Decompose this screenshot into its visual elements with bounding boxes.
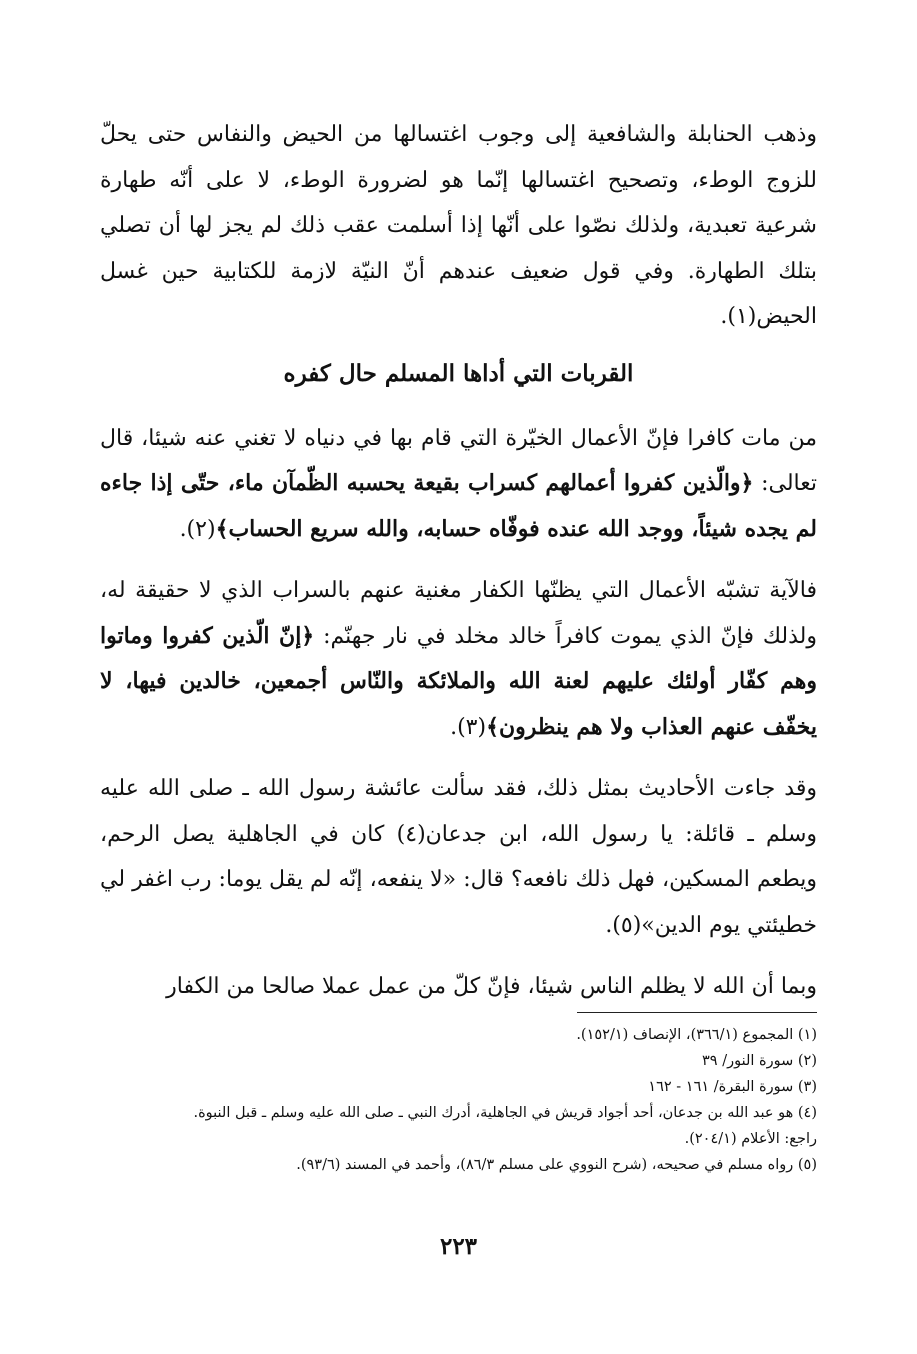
footnote-separator [577, 1012, 817, 1013]
paragraph-mirage-analogy [100, 568, 817, 750]
footnote-1: (١) المجموع (٣٦٦/١)، الإنصاف (١٥٢/١). [576, 1027, 817, 1043]
paragraph-purity-ruling: وذهب الحنابلة والشافعية إلى وجوب اغتسالها من الحيض والنفاس حتى يحلّ للزوج الوطء، وتصحيح اغتسالها إنّما هو لضرورة الوطء، لا على أنّه طهارة شرعية تعبدية، ولذلك نصّوا على أنّها إذا أسلمت عقب ذلك لم يجز لها أن تصلي بتلك الطهارة. وفي قول ضعيف عندهم أنّ النيّة لازمة للكتابية حين غسل الحيض(١). [100, 122, 817, 329]
main-text [100, 112, 817, 1026]
footnote-2: (٢) سورة النور/ ٣٩ [702, 1053, 817, 1069]
footnote-ref: (٣). [450, 714, 487, 740]
footnote-3: (٣) سورة البقرة/ ١٦١ - ١٦٢ [648, 1079, 817, 1095]
paragraph-deeds-of-disbelievers [100, 416, 817, 553]
paragraph-continuation: وبما أن الله لا يظلم الناس شيئا، فإنّ كلّ من عمل عملا صالحا من الكفار [166, 974, 817, 999]
quran-verse: ﴿إنّ الّذين كفروا وماتوا وهم كفّار أولئك عليهم لعنة الله والملائكة والنّاس أجمعين، خالدين فيها، لا يخفّف عنهم العذاب ولا هم ينظرون﴾ [100, 622, 817, 740]
paragraph-hadith: وقد جاءت الأحاديث بمثل ذلك، فقد سألت عائشة رسول الله ـ صلى الله عليه وسلم ـ قائلة: يا رسول الله، ابن جدعان(٤) كان في الجاهلية يصل الرحم، ويطعم المسكين، فهل ذلك نافعه؟ قال: «لا ينفعه، إنّه لم يقل يوما: رب اغفر لي خطيئتي يوم الدين»(٥). [100, 776, 818, 938]
paragraph-intro: من مات كافرا فإنّ الأعمال الخيّرة التي قام بها في دنياه لا تغني عنه شيئا، قال تعالى: [100, 425, 817, 496]
footnote-4-continued: راجع: الأعلام (٢٠٤/١). [684, 1131, 817, 1147]
footnote-5: (٥) رواه مسلم في صحيحه، (شرح النووي على مسلم ٨٦/٣)، وأحمد في المسند (٩٣/٦). [296, 1157, 817, 1173]
quran-verse: ﴿والّذين كفروا أعمالهم كسراب بقيعة يحسبه الظّمآن ماء، حتّى إذا جاءه لم يجده شيئاً، ووجد الله عنده فوفّاه حسابه، والله سريع الحساب﴾ [100, 470, 817, 542]
footnotes [80, 1022, 817, 1178]
page-number: ٢٢٣ [439, 1233, 478, 1260]
footnote-ref: (٢). [179, 516, 216, 542]
section-heading: القربات التي أداها المسلم حال كفره [283, 359, 634, 387]
footnote-4: (٤) هو عبد الله بن جدعان، أحد أجواد قريش في الجاهلية، أدرك النبي ـ صلى الله عليه وسلم ـ قبل النبوة. [193, 1105, 817, 1121]
paragraph-intro: فالآية تشبّه الأعمال التي يظنّها الكفار مغنية عنهم بالسراب الذي لا حقيقة له، ولذلك فإنّ الذي يموت كافراً خالد مخلد في نار جهنّم: [100, 578, 817, 649]
